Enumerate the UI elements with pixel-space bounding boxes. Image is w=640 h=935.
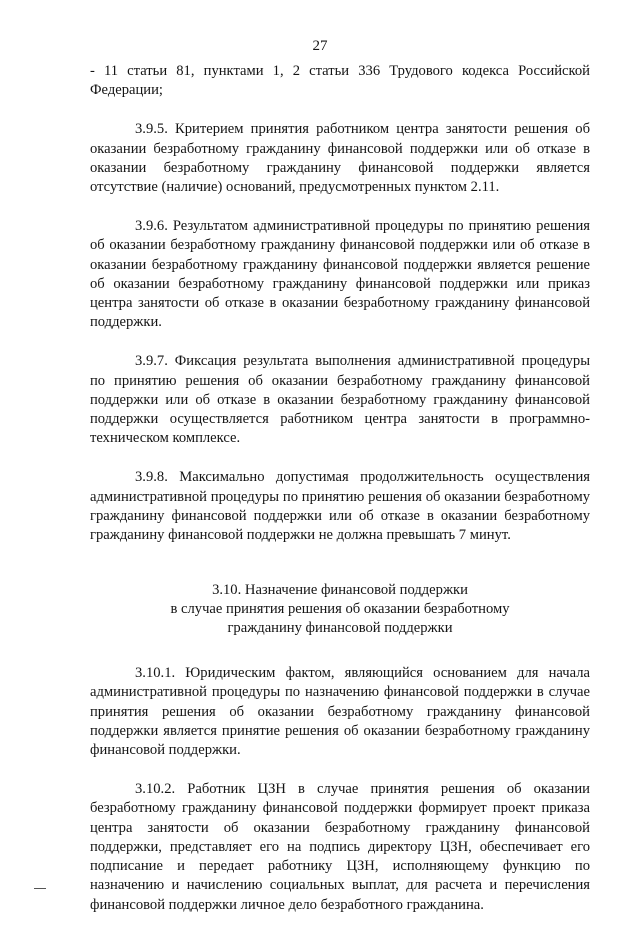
paragraph-3-9-8: 3.9.8. Максимально допустимая продолжительность осуществления административной процедуры по принятию решения об оказании безработному гражданину финансовой поддержки или об отказе в оказании безработному гражданину финансовой поддержки не должна превышать 7 минут. (90, 469, 590, 544)
paragraph-3-9-6: 3.9.6. Результатом административной процедуры по принятию решения об оказании безработному гражданину финансовой поддержки или об отказе в оказании безработному гражданину финансовой поддержки является решение об оказании безработному гражданину финансовой поддержки или приказ центра занятости об отказе в оказании безработному гражданину финансовой поддержки. (90, 218, 590, 331)
document-body (90, 62, 590, 935)
paragraph-3-9-7: 3.9.7. Фиксация результата выполнения административной процедуры по принятию решения об оказании безработному гражданину финансовой поддержки или об отказе в оказании безработному гражданину финансовой поддержки осуществляется работником центра занятости в программно-техническом комплексе. (90, 353, 590, 447)
paragraph-3-10-2: 3.10.2. Работник ЦЗН в случае принятия решения об оказании безработному гражданину финансовой поддержки формирует проект приказа центра занятости об оказании безработному гражданину финансовой поддержки, представляет его на подпись директору ЦЗН, обеспечивает его подписание и передает работнику ЦЗН, исполняющему функцию по назначению и начислению социальных выплат, для расчета и перечисления финансовой поддержки личное дело безработного гражданина. (90, 781, 590, 913)
section-heading-3-10 (90, 581, 590, 638)
paragraph-continuation: - 11 статьи 81, пунктами 1, 2 статьи 336 Трудового кодекса Российской Федерации; (90, 63, 590, 99)
section-heading-line-1: 3.10. Назначение финансовой поддержки (212, 582, 468, 599)
paragraph-3-10-1: 3.10.1. Юридическим фактом, являющийся основанием для начала административной процедуры по назначению финансовой поддержки в случае принятия решения об оказании безработному гражданину финансовой поддержки является принятие решения об оказании безработному гражданину финансовой поддержки. (90, 665, 590, 759)
paragraph-3-9-5: 3.9.5. Критерием принятия работником центра занятости решения об оказании безработному гражданину финансовой поддержки или об отказе в оказании безработному гражданину финансовой поддержки является отсутствие (наличие) оснований, предусмотренных пунктом 2.11. (90, 121, 590, 196)
footer-mark (34, 888, 46, 889)
section-heading-line-3: гражданину финансовой поддержки (227, 620, 453, 637)
page-number: 27 (312, 38, 328, 54)
section-heading-line-2: в случае принятия решения об оказании безработному (170, 601, 510, 618)
